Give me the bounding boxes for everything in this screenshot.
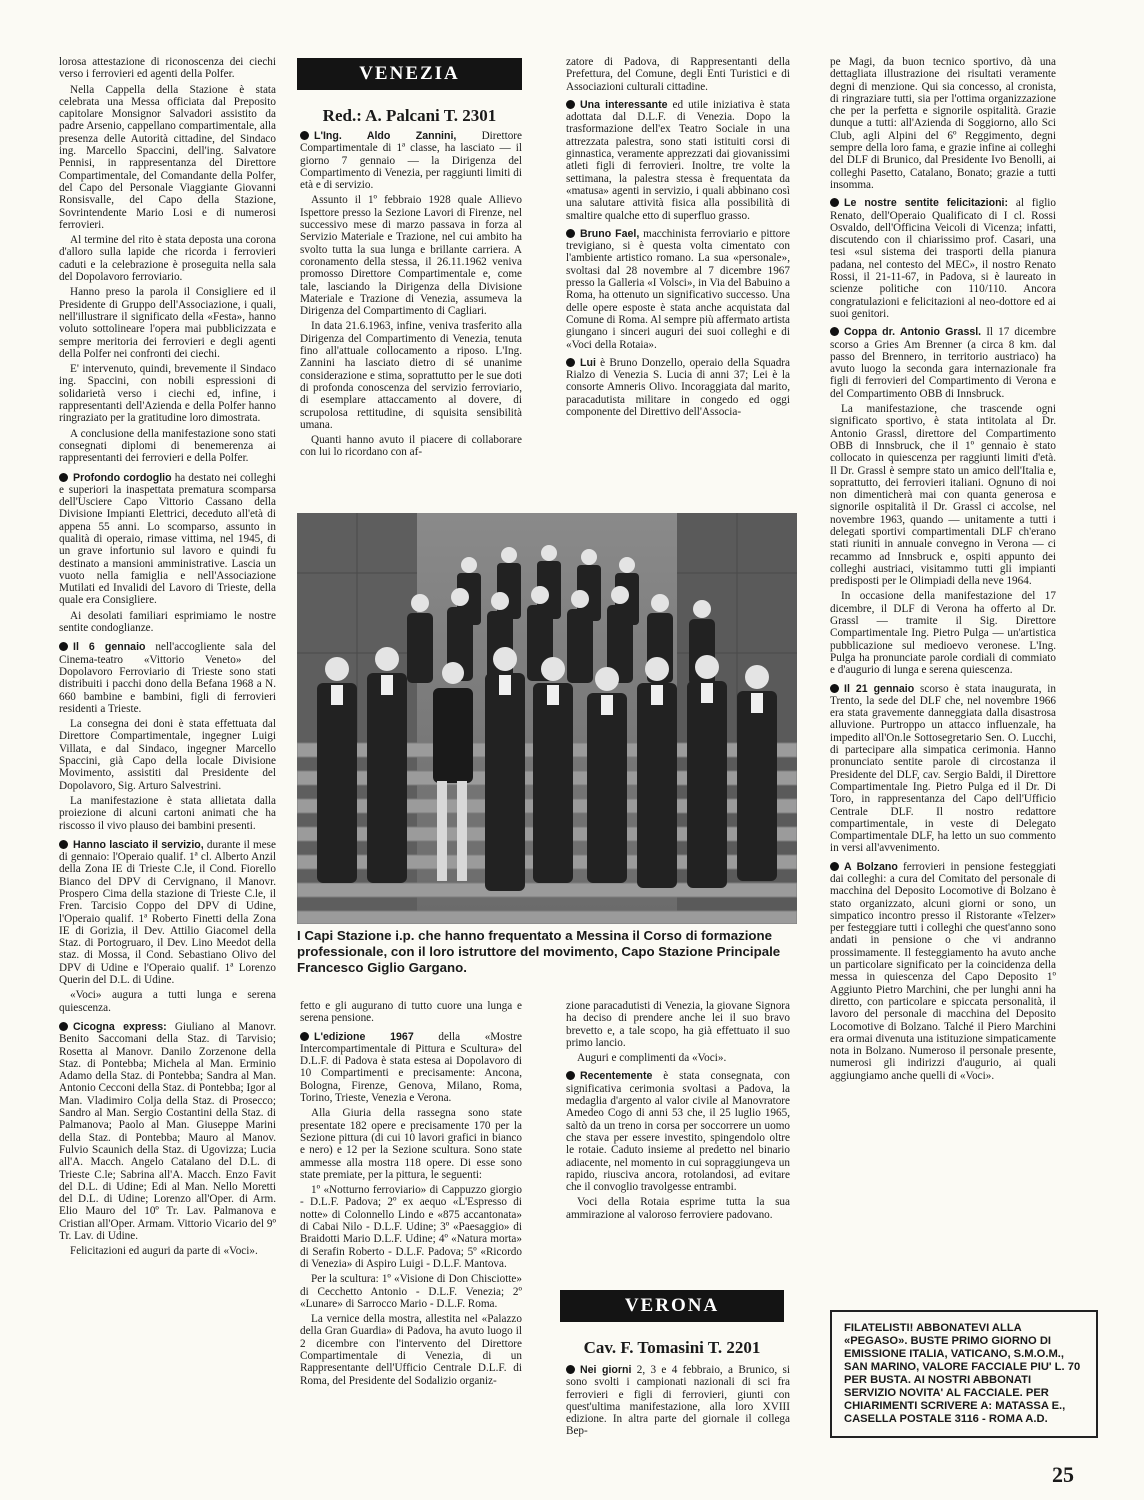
news-item: L'edizione 1967 della «Mostre Intercompartimentale di Pittura e Scultura» del D.L.F. di Padova è stata estesa ai Dopolavoro di 10 Compartimenti e precisamente: Ancona, Bologna, Firenze, Genova, Milano, Roma, Torino, Trieste, Venezia e Verona. <box>300 1030 522 1105</box>
column-3-verona <box>566 1364 790 1441</box>
news-item: Il 6 gennaio nell'accogliente sala del Cinema-teatro «Vittorio Veneto» del Dopolavoro Ferroviario di Trieste sono stati distribuiti i pacchi dono della Befana 1968 a N. 660 bambine e bambini, figli di ferrovieri residenti a Trieste. <box>59 641 276 715</box>
paragraph: Ai desolati familiari esprimiamo le nostre sentite condoglianze. <box>59 609 276 635</box>
redazione-venezia: Red.: A. Palcani T. 2301 <box>322 106 497 125</box>
news-item: Bruno Fael, macchinista ferroviario e pittore trevigiano, si è questa volta cimentato con l'ambiente artistico romano. La sua «personale», svoltasi dal 28 novembre al 7 dicembre 1967 presso la Galleria «I Volsci», in Via del Babuino a Roma, ha ottenuto un significativo successo. Una delle opere esposte è stata anche acquistata dal Comune di Roma. Al sempre più affermato artista giungano i sinceri auguri dei suoi colleghi e di «Voci della Rotaia». <box>566 227 790 351</box>
paragraph: zione paracadutisti di Venezia, la giovane Signora ha deciso di prendere anche lei il suo bravo brevetto e, a tale scopo, ha già effettuato il suo primo lancio. <box>566 1000 790 1049</box>
bullet-icon <box>59 1022 68 1031</box>
column-3-bottom <box>566 1000 790 1224</box>
bullet-icon <box>566 100 575 109</box>
bullet-icon <box>566 1365 575 1374</box>
paragraph: Alla Giuria della rassegna sono state presentate 182 opere e precisamente 170 per la Sezione pittura (di cui 10 lavori grafici in bianco e nero) e 12 per la Sezione scultura. Sono state ammesse alla mostra 118 opere. Di esse sono state premiate, per la pittura, le seguenti: <box>300 1107 522 1181</box>
philately-ad-box <box>830 1310 1098 1438</box>
paragraph: Per la scultura: 1º «Visione di Don Chisciotte» di Cecchetto Antonio - D.L.F. Venezia; 2º «Lunare» di Sarrocco Mario - D.L.F. Roma. <box>300 1273 522 1310</box>
news-item: Recentemente è stata consegnata, con significativa cerimonia svoltasi a Padova, la medaglia d'argento al valor civile al Manovratore Amedeo Cogo di anni 53 che, il 25 luglio 1965, saltò da un treno in corsa per soccorrere un uomo che stava per essere investito, spingendolo oltre le rotaie. Caduto insieme al predetto nel binario adiacente, nel momento in cui sopraggiungeva un rapido, riusciva ancora, rotolandosi, ad evitare che il convoglio travolgesse entrambi. <box>566 1070 790 1194</box>
bullet-icon <box>566 358 575 367</box>
bullet-icon <box>830 198 839 207</box>
group-photo-illustration <box>297 513 797 924</box>
paragraph: La vernice della mostra, allestita nel «Palazzo della Gran Guardia» di Padova, ha avuto luogo il 2 dicembre con l'intervento del Direttore Compartimentale di Venezia, di un Rappresentante dell'Ufficio Centrale D.L.F. di Roma, del Presidente del Sodalizio organiz- <box>300 1313 522 1387</box>
paragraph: «Voci» augura a tutti lunga e serena quiescenza. <box>59 989 276 1014</box>
bullet-icon <box>830 327 839 336</box>
paragraph: Voci della Rotaia esprime tutta la sua ammirazione al valoroso ferroviere padovano. <box>566 1196 790 1221</box>
redazione-verona: Cav. F. Tomasini T. 2201 <box>583 1338 761 1357</box>
paragraph: zatore di Padova, di Rappresentanti della Prefettura, del Comune, degli Enti Turistici e di Associazioni culturali cittadine. <box>566 56 790 93</box>
paragraph: lorosa attestazione di riconoscenza dei ciechi verso i ferrovieri ed agenti della Polfer. <box>59 56 276 81</box>
column-3-top <box>566 56 790 421</box>
news-item: Lui è Bruno Donzello, operaio della Squadra Rialzo di Venezia S. Lucia di anni 37; Lei è la consorte Amneris Olivo. Incoraggiata dal marito, paracadutista militare in congedo ed oggi componente del Direttivo dell'Associa- <box>566 356 790 419</box>
bullet-icon <box>59 473 68 482</box>
news-item: Coppa dr. Antonio Grassl. Il 17 dicembre scorso a Gries Am Brenner (a circa 8 km. dal passo del Brennero, in territorio austriaco) ha avuto luogo la seconda gara internazionale fra figli di ferrovieri del Compartimento di Verona e del Compartimento OBB di Innsbruck. <box>830 326 1056 400</box>
photo-caption: I Capi Stazione i.p. che hanno frequentato a Messina il Corso di formazione professionale, con il loro istruttore del movimento, Capo Stazione Principale Francesco Giglio Gargano. <box>297 928 781 975</box>
group-photo <box>297 513 797 924</box>
bullet-icon <box>59 840 68 849</box>
news-item: L'Ing. Aldo Zannini, Direttore Compartimentale di 1ª classe, ha lasciato — il giorno 7 gennaio — la Dirigenza del Compartimento di Venezia, per raggiunti limiti di età e di servizio. <box>300 130 522 192</box>
news-item: Cicogna express: Giuliano al Manovr. Benito Saccomani della Staz. di Tarvisio; Rosetta al Manovr. Danilo Zorzenone della Staz. di Pontebba; Michela al Man. Erminio Adamo della Staz. di Pontebba; Sandra al Man. Antonio Cecconi della Staz. di Pontebba; Igor al Man. Vladimiro Colja della Staz. di Prosecco; Sandro al Man. Sergio Costantini della Staz. di Palmanova; Paolo al Man. Giuseppe Marini della Staz. di Pontebba; Mauro al Manov. Fulvio Scaunich della Staz. di Ugovizza; Lucia all'A. Macch. Angelo Catalano del D.L. di Trieste C.le; Sabrina all'A. Macch. Enzo Favit del D.L. di Udine; Edi al Man. Nello Moretti del D.L. di Udine; Lorenzo all'Oper. di Arm. Elio Mauro del 10º Tr. Lav. Palmanova e Cristian all'Oper. Armam. Vittorio Vicario del 9º Tr. Lav. di Udine. <box>59 1020 276 1243</box>
bullet-icon <box>566 1071 575 1080</box>
bullet-icon <box>830 862 839 871</box>
paragraph: La manifestazione, che trascende ogni significato sportivo, è stata intitolata al Dr. Antonio Grassl, direttore del Compartimento OBB di Innsbruck, che il 1º gennaio è stato collocato in quiescenza per raggiunti limiti d'età. Il Dr. Grassl è sempre stato un amico dell'Italia e, soprattutto, dei ferrovieri italiani. Ognuno di noi non dimenticherà mai con quanta generosa e signorile ospitalità il Dr. Grassl ci accolse, nel novembre 1963, quando — unitamente a tutti i delegati sportivi compartimentali DLF ch'erano stati riuniti in annuale convegno in Verona — ci recammo ad Innsbruck e, ospiti appunto dei colleghi austriaci, visitammo tutti gli impianti predisposti per le Olimpiadi della neve 1964. <box>830 403 1056 588</box>
news-item: Hanno lasciato il servizio, durante il mese di gennaio: l'Operaio qualif. 1ª cl. Alberto Anzil della Zona IE di Trieste C.le, il Cond. Fiorello Bianco del DPV di Cervignano, il Manovr. Prospero Cima della stazione di Trieste C.le, il Fren. Tarcisio Coppo del DPV di Udine, l'Operaio qualif. 1ª Roberto Finetti della Zona IE di Gorizia, il Dev. Attilio Giacomel della Staz. di Portogruaro, il Dev. Lino Meedot della staz. di Mossa, il Cond. Sebastiano Olivo del DPV di Udine e l'Operaio qualif. 1ª Lorenzo Querin del D.L. di Udine. <box>59 838 276 987</box>
column-2-bottom <box>300 1000 522 1390</box>
bullet-icon <box>59 642 68 651</box>
paragraph: Al termine del rito è stata deposta una corona d'alloro sulla lapide che ricorda i ferrovieri caduti e la celebrazione è proseguita nella sala del Dopolavoro ferroviario. <box>59 234 276 284</box>
paragraph: fetto e gli augurano di tutto cuore una lunga e serena pensione. <box>300 1000 522 1025</box>
paragraph: Felicitazioni ed auguri da parte di «Voci». <box>70 1245 258 1258</box>
paragraph: La consegna dei doni è stata effettuata dal Direttore Compartimentale, ingegner Luigi Villata, e dal Sindaco, ingegner Marcello Spaccini, già Capo della locale Divisione Movimento, assistiti dal Presidente del Dopolavoro, Sig. Arturo Salvestrini. <box>59 718 276 792</box>
paragraph: Assunto il 1º febbraio 1928 quale Allievo Ispettore presso la Sezione Lavori di Firenze, nel successivo mese di marzo passava in forza al Servizio Materiale e Trazione, nel cui ambito ha svolto tutta la sua lunga e brillante carriera. A coronamento della stessa, il 26.11.1962 veniva promosso Direttore Compartimentale e, come tale, lasciando la Dirigenza della Divisione Materiale e Trazione di Venezia, assumeva la Dirigenza del Compartimento di Cagliari. <box>300 194 522 318</box>
paragraph: La manifestazione è stata allietata dalla proiezione di alcuni cartoni animati che ha riscosso il vivo plauso dei bambini presenti. <box>59 794 276 832</box>
news-item: Una interessante ed utile iniziativa è stata adottata dal D.L.F. di Venezia. Dopo la trasformazione dell'ex Teatro Sociale in una attrezzata palestra, sono stati istituiti corsi di ginnastica, veramente apprezzati dai giovanissimi atleti figli di ferrovieri. Inoltre, tre volte la settimana, la palestra stessa è frequentata da «matusa» agenti in servizio, i quali abbinano così una salutare attività fisica alla possibilità di smaltire qualche etto di superfluo grasso. <box>566 98 790 222</box>
paragraph: In occasione della manifestazione del 17 dicembre, il DLF di Verona ha offerto al Dr. Grassl — tramite il Sig. Direttore Compartimentale Ing. Pietro Pulga — un'artistica pubblicazione sul medioevo veronese. L'Ing. Pulga ha pronunciate parole cordiali di commiato e d'augurio di lunga e serena quiescenza. <box>830 590 1056 677</box>
bullet-icon <box>830 684 839 693</box>
bullet-icon <box>300 131 309 140</box>
paragraph: E' intervenuto, quindi, brevemente il Sindaco ing. Spaccini, con nobili espressioni di solidarietà verso i ciechi ed, infine, i rappresentanti dell'Azienda e della Polfer hanno ringraziato per la gratitudine loro dimostrata. <box>59 363 276 425</box>
news-item: Profondo cordoglio ha destato nei colleghi e superiori la inaspettata prematura scomparsa dell'Usciere Capo Vittorio Cassano della Divisione Impianti Elettrici, deceduto all'età di appena 55 anni. Lo scomparso, assunto in qualità di operaio, rimase vittima, nel 1945, di un grave infortunio sul lavoro e quindi fu destinato a mansioni amministrative. Lascia un vuoto nella famiglia e nell'Associazione Mutilati ed Invalidi del Lavoro di Trieste, della quale era Consigliere. <box>59 471 276 607</box>
column-4 <box>830 56 1056 1085</box>
section-header-verona: VERONA <box>560 1290 784 1322</box>
paragraph: 1º «Notturno ferroviario» di Cappuzzo giorgio - D.L.F. Padova; 2º ex aequo «L'Espresso di notte» di Colonnello Lindo e «875 accantonata» di Cabai Nilo - D.L.F. Udine; 3º «Paesaggio» di Braidotti Mario D.L.F. Udine; 4º «Natura morta» di Serafin Roberto - D.L.F. Padova; 5º «Ricordo di Venezia» di Aspiro Luigi - D.L.F. Mantova. <box>300 1184 522 1270</box>
paragraph: Hanno preso la parola il Consigliere ed il Presidente di Gruppo dell'Associazione, i quali, nell'illustrare il significato della «Festa», hanno voluto sottolineare l'opera mai pubblicizzata e sempre meritoria dei ferrovieri e degli agenti della Polfer nei confronti dei ciechi. <box>59 286 276 360</box>
ad-text: FILATELISTI! ABBONATEVI ALLA «PEGASO». BUSTE PRIMO GIORNO DI EMISSIONE ITALIA, VATICANO, S.M.O.M., SAN MARINO, VALORE FACCIALE PIU' L. 70 PER BUSTA. AI NOSTRI ABBONATI SERVIZIO NOVITA' AL FACCIALE. PER CHIARIMENTI SCRIVERE A: MATASSA E., CASELLA POSTALE 3116 - ROMA A.D. <box>844 1322 1081 1425</box>
column-2-top <box>300 130 522 462</box>
news-item: Nei giorni 2, 3 e 4 febbraio, a Brunico, si sono svolti i campionati nazionali di sci fra ferrovieri e figli di ferrovieri, giunti con quest'ultima manifestazione, alla loro XVIII edizione. In altra parte del giornale il collega Bep- <box>566 1364 790 1438</box>
paragraph: Auguri e complimenti da «Voci». <box>577 1052 727 1065</box>
news-item: Le nostre sentite felicitazioni: al figlio Renato, dell'Operaio Qualificato di I cl. Rossi Osvaldo, dell'Officina Veicoli di Vicenza; infatti, discutendo con il chiarissimo prof. Casari, una tesi «sul sistema dei trasporti della pianura padana, nel contesto del MEC», il nostro Renato Rossi, il 21-11-67, in Padova, si è laureato in scienze politiche con 110/110. Ancora congratulazioni e felicitazioni al neo-dottore ed ai suoi genitori. <box>830 197 1056 320</box>
paragraph: In data 21.6.1963, infine, veniva trasferito alla Dirigenza del Compartimento di Venezia, tenuta fino all'attuale collocamento a riposo. L'Ing. Zannini ha lasciato dietro di sé unanime considerazione e stima, soprattutto per le sue doti di profonda conoscenza del servizio ferroviario, di esemplare attaccamento al dovere, di scrupolosa rettitudine, di squisita sensibilità umana. <box>300 320 522 431</box>
section-header-venezia: VENEZIA <box>297 58 522 90</box>
news-item: Il 21 gennaio scorso è stata inaugurata, in Trento, la sede del DLF che, nel novembre 1966 era stata gravemente danneggiata dalla disastrosa alluvione. Purtroppo un attacco influenzale, ha impedito all'On.le Sottosegretario Sen. O. Lucchi, di partecipare alla simpatica cerimonia. Hanno pronunciato sentite parole di circostanza il Presidente del DLF, cav. Sergio Baldi, il Direttore Compartimentale Ing. Pietro Pulga ed il Dr. Di Toro, in rappresentanza del Capo dell'Ufficio Centrale DLF. Il nostro redattore compartimentale, in veste di Delegato Compartimentale DLF, ha letto un suo commento in versi all'avvenimento. <box>830 682 1057 855</box>
news-item: A Bolzano ferrovieri in pensione festeggiati dai colleghi: a cura del Comitato del personale di macchina del Deposito Locomotive di Bolzano è stato organizzato, alcuni giorni or sono, un simpatico incontro presso il Ristorante «Telzer» per festeggiare tutti i colleghi che quest'anno sono andati in pensione o che vi andranno prossimamente. Il festeggiamento ha avuto anche un particolare significato per la coincidenza della messa in quiescenza del Capo Deposito 1º Aggiunto Pietro Marchini, che per lunghi anni ha diretto, con particolare e spiccata personalità, il lavoro del personale di macchina del Deposito Locomotive di Bolzano. Talché il Piero Marchini era ormai divenuta una istituzione simpaticamente nota in Bolzano. Numeroso il personale presente, numerosi gli indirizzi d'augurio, ai quali aggiungiamo anche quelli di «Voci». <box>830 860 1056 1082</box>
paragraph: Quanti hanno avuto il piacere di collaborare con lui lo ricordano con af- <box>300 434 522 459</box>
paragraph: Nella Cappella della Stazione è stata celebrata una Messa officiata dal Preposito capitolare Monsignor Salvadori assistito da padre Arsenio, cappellano compartimentale, alla presenza delle Autorità cittadine, del Sindaco ing. Marcello Spaccini, dell'ing. Salvatore Pennisi, in rappresentanza del Direttore Compartimentale, del Comandante della Polfer, del Capo del Personale Viaggiante Giovanni Ronsisvalle, del Capo della Stazione, Sovrintendente Mario Losi e di numerosi ferrovieri. <box>59 83 276 231</box>
column-1 <box>59 56 276 1261</box>
paragraph: A conclusione della manifestazione sono stati consegnati diplomi di benemerenza ai rappresentanti dei ferrovieri e della Polfer. <box>59 427 276 465</box>
paragraph: pe Magi, da buon tecnico sportivo, dà una dettagliata illustrazione dei risultati veramente degni di menzione. Qui sia concesso, al cronista, di ringraziare tutti, sia per l'ottima organizzazione che per la perfetta e signorile ospitalità. Grazie dunque a tutti: all'Azienda di Soggiorno, allo Sci Club, agli Alpini del 6º Reggimento, degni sempre della loro fama, e grazie infine ai colleghi del DLF di Brunico, dal Presidente Ivo Benolli, ai colleghi Pasetto, Catalano, Bonato; grazie a tutti insomma. <box>830 56 1056 191</box>
page-number: 25 <box>1052 1462 1074 1487</box>
bullet-icon <box>566 229 575 238</box>
bullet-icon <box>300 1032 309 1041</box>
